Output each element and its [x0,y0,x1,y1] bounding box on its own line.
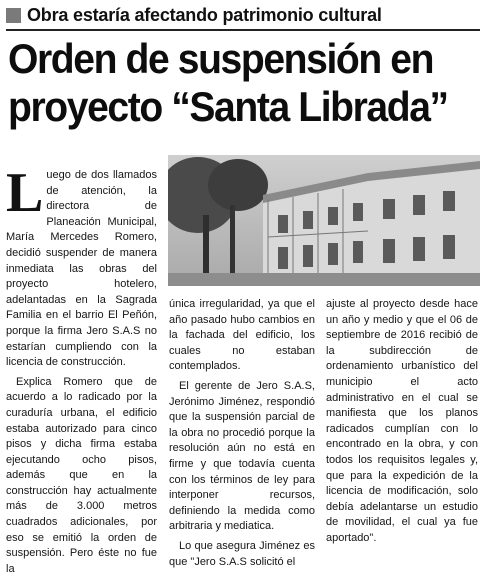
article-column-1 [6,162,157,577]
column-3-paragraph-1: ajuste al proyecto desde hace un año y medio y que el 06 de septiembre de 2016 recibió de la subdirección de ordenamiento urbanístico del municipio el acto administrativo en el cual se manifiesta que los planos radicados cumplían con lo encontrado en la obra, y con todos los requisitos legales y, que para la expedición de la licencia de modificación, solo debía adelantarse un estudio de movilidad, el cual ya fue aportado". [326,298,478,544]
kicker [6,3,480,27]
kicker-text: Obra estaría afectando patrimonio cultural [27,4,382,25]
headline-line-1: Orden de suspensión en [8,35,434,82]
article-column-2 [169,297,315,570]
article-photo [168,155,480,286]
column-2-paragraph-3: Lo que asegura Jiménez es que "Jero S.A.S solicitó el [169,539,315,568]
column-1-paragraph-1 [6,162,157,371]
column-1-text-1: uego de dos llamados de atención, la directora de Planeación Municipal, María Mercedes Romero, decidió suspender de manera inmediata las obras del proyecto hotelero, adelantadas en la Sagrada Familia en el barrio El Peñón, porque la firma Jero S.A.S no estarían cumpliendo con la licencia de construcción. [6,169,157,369]
kicker-rule [6,29,480,31]
headline-line-2: proyecto “Santa Librada” [8,83,448,130]
column-1-paragraph-2: Explica Romero que de acuerdo a lo radicado por la curaduría urbana, el edificio estaba autorizado para cinco pisos y dicha firma estaba ejecutando ocho pisos, además que en la construcción hay actualmente más de 3.000 metros cuadrados adicionales, por eso se emitió la orden de suspensión. Pero éste no fue la [6,375,157,575]
column-2-paragraph-2: El gerente de Jero S.A.S, Jerónimo Jiménez, respondió que la suspensión parcial de la obra no procedió porque la resolución aún no está en firme y que todavía cuenta con los términos de ley para interponer recursos, definiendo la medida como arbitraria y mediatica. [169,379,315,533]
building-photo-icon [168,155,480,286]
headline [8,35,447,131]
kicker-square-icon [6,8,21,23]
column-2-paragraph-1: única irregularidad, ya que el año pasado hubo cambios en la fachada del edificio, los cuales no estaban contemplados. [169,298,315,373]
article-column-3 [326,297,478,547]
drop-cap: L [6,162,44,224]
